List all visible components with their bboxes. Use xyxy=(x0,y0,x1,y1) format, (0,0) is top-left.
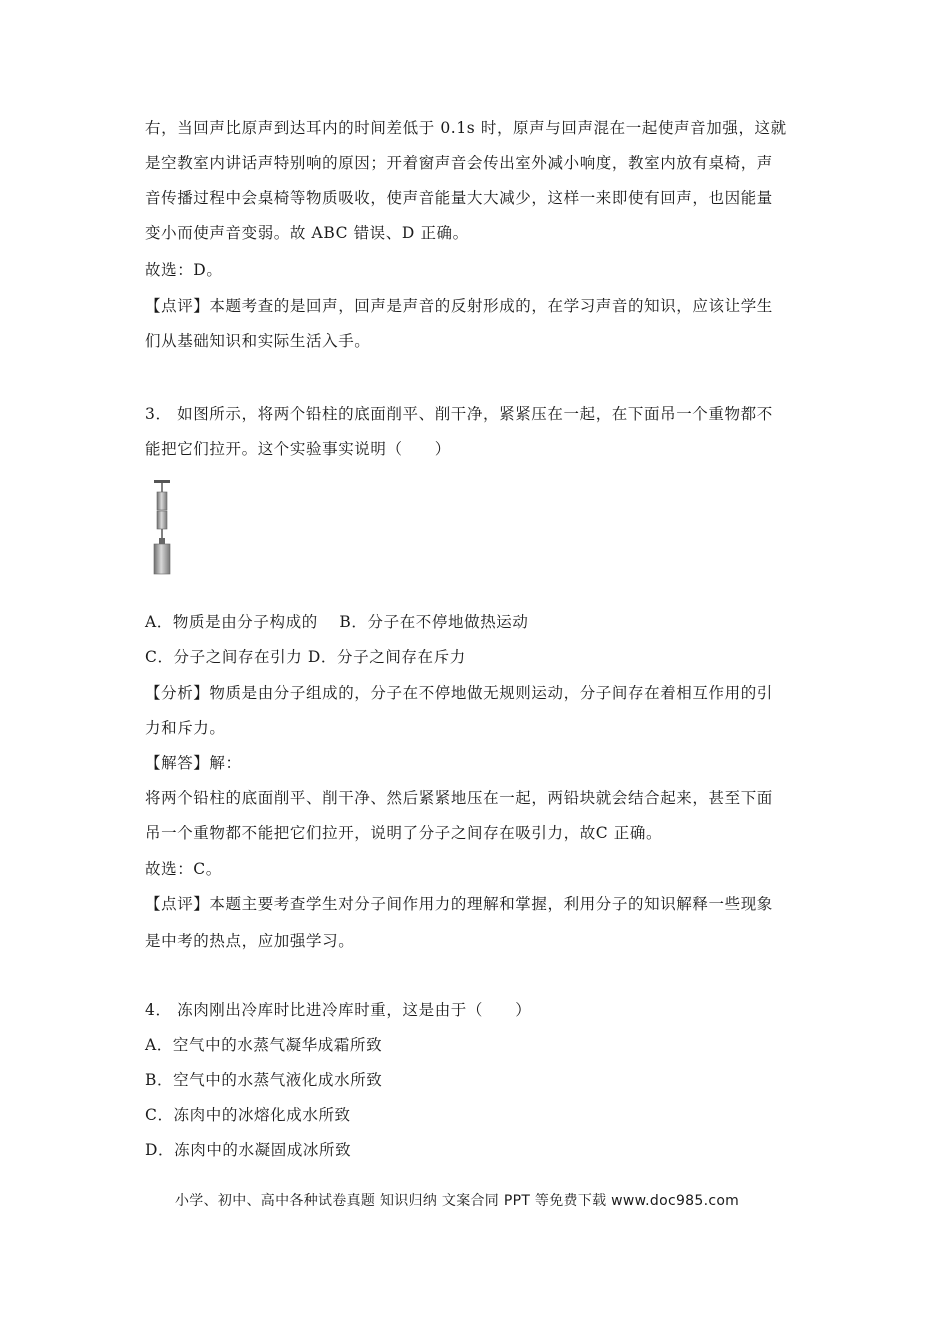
text-line: 们从基础知识和实际生活入手。 xyxy=(145,332,371,350)
option-line: A．空气中的水蒸气凝华成霜所致 xyxy=(145,1036,383,1054)
text-line: 变小而使声音变弱。故 ABC 错误、D 正确。 xyxy=(145,224,469,242)
analysis-line: 力和斥力。 xyxy=(145,719,226,737)
comment-line: 【点评】本题主要考查学生对分子间作用力的理解和掌握，利用分子的知识解释一些现象 xyxy=(145,895,773,913)
comment-line: 是中考的热点，应加强学习。 xyxy=(145,932,355,950)
question-3-stem: 3． 如图所示，将两个铅柱的底面削平、削干净，紧紧压在一起，在下面吊一个重物都不 xyxy=(145,405,773,423)
option-line: C．分子之间存在引力 D．分子之间存在斥力 xyxy=(145,648,466,666)
option-line: C．冻肉中的冰熔化成水所致 xyxy=(145,1106,351,1124)
question-4-stem: 4． 冻肉刚出冷库时比进冷库时重，这是由于（ ） xyxy=(145,1001,532,1019)
analysis-line: 【分析】物质是由分子组成的，分子在不停地做无规则运动，分子间存在着相互作用的引 xyxy=(145,684,773,702)
text-line: 右，当回声比原声到达耳内的时间差低于 0.1s 时，原声与回声混在一起使声音加强，这就 xyxy=(145,119,787,137)
question-3-stem: 能把它们拉开。这个实验事实说明（ ） xyxy=(145,440,451,458)
answer-line: 故选：C。 xyxy=(145,860,222,878)
option-line: D．冻肉中的水凝固成冰所致 xyxy=(145,1141,352,1159)
option-line: A．物质是由分子构成的 B．分子在不停地做热运动 xyxy=(145,613,529,631)
answer-line: 吊一个重物都不能把它们拉开，说明了分子之间存在吸引力，故C 正确。 xyxy=(145,824,663,842)
answer-line: 将两个铅柱的底面削平、削干净、然后紧紧地压在一起，两铅块就会结合起来，甚至下面 xyxy=(145,789,773,807)
page-footer: 小学、初中、高中各种试卷真题 知识归纳 文案合同 PPT 等免费下载 www.doc985.com xyxy=(175,1193,740,1209)
text-line: 音传播过程中会桌椅等物质吸收，使声音能量大大减少，这样一来即使有回声，也因能量 xyxy=(145,189,773,207)
option-line: B．空气中的水蒸气液化成水所致 xyxy=(145,1071,383,1089)
answer-line: 【解答】解： xyxy=(145,754,242,772)
text-line: 【点评】本题考查的是回声，回声是声音的反射形成的，在学习声音的知识，应该让学生 xyxy=(145,297,773,315)
lead-cylinders-figure xyxy=(150,478,174,578)
text-line: 是空教室内讲话声特别响的原因；开着窗声音会传出室外减小响度，教室内放有桌椅，声 xyxy=(145,154,773,172)
text-line: 故选：D。 xyxy=(145,261,223,279)
